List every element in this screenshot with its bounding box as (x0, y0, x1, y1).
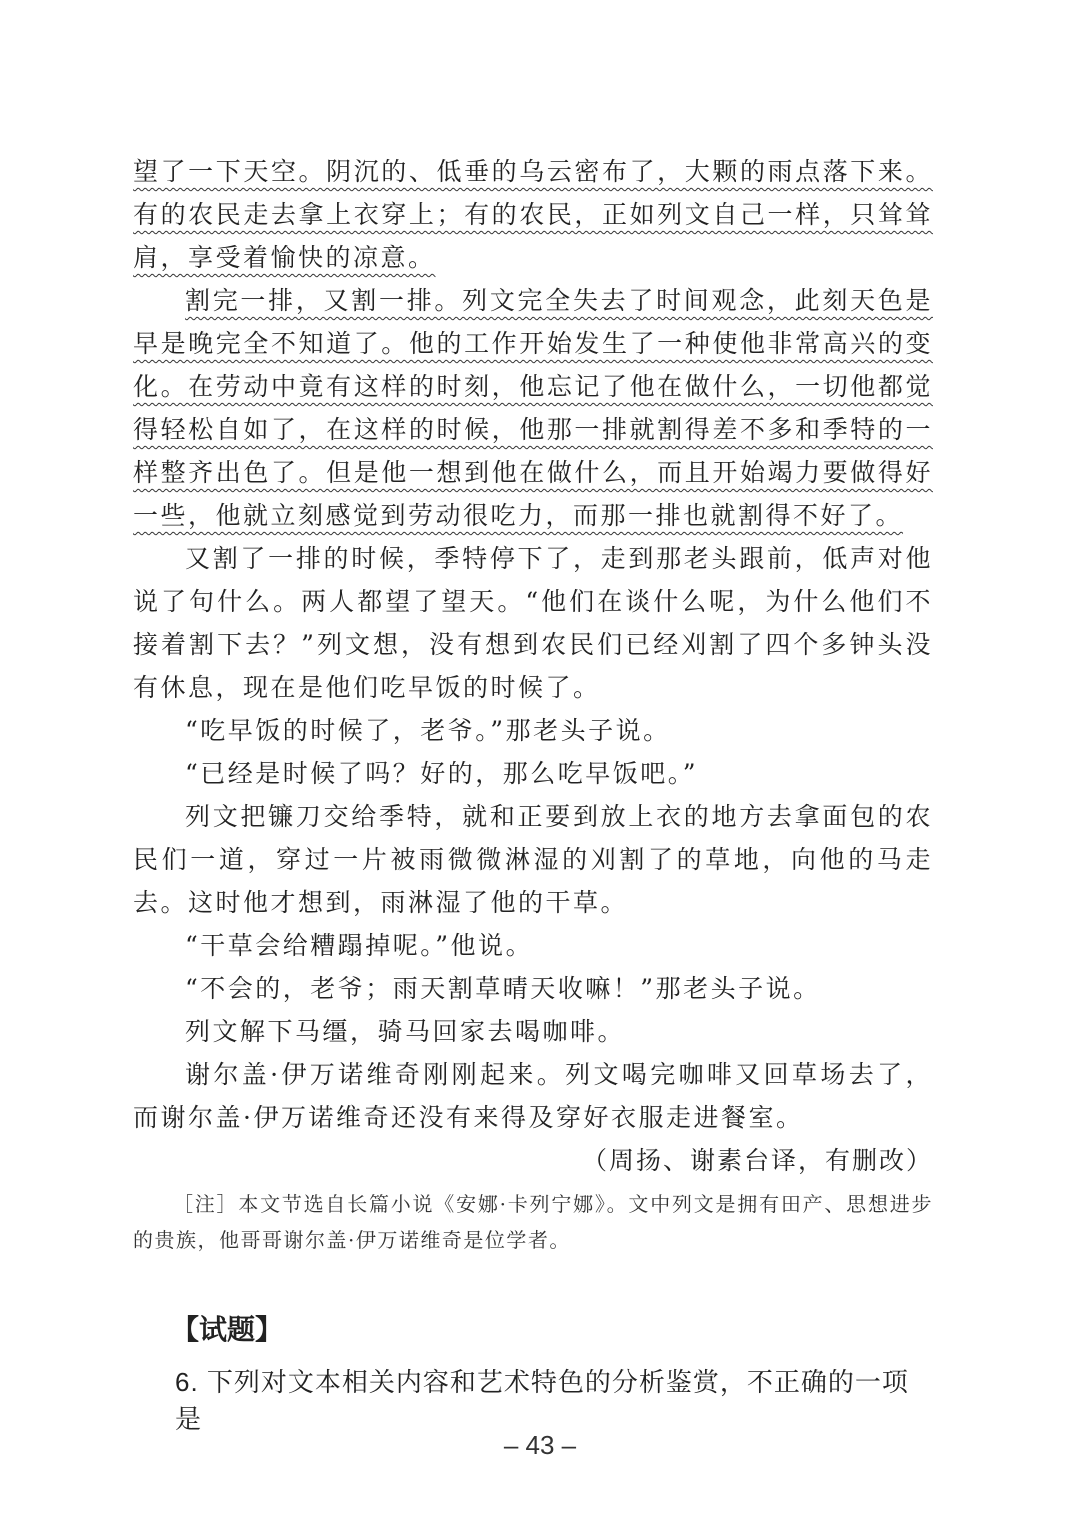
paragraph-7: “干草会给糟蹋掉呢。”他说。 (185, 931, 534, 960)
paragraph-6: 列文把镰刀交给季特，就和正要到放上衣的地方去拿面包的农民们一道，穿过一片被雨微微淋湿的刈割了的草地，向他的马走去。这时他才想到，雨淋湿了他的干草。 (133, 802, 933, 917)
paragraph-3: 又割了一排的时候，季特停下了，走到那老头跟前，低声对他说了句什么。两人都望了望天。“他们在谈什么呢，为什么他们不接着割下去？”列文想，没有想到农民们已经刈割了四个多钟头没有休息，现在是他们吃早饭的时候了。 (133, 544, 933, 702)
paragraph-2 (133, 279, 933, 537)
paragraph-8: “不会的，老爷；雨天割草晴天收嘛！”那老头子说。 (185, 974, 821, 1003)
paragraph-4: “吃早饭的时候了，老爷。”那老头子说。 (185, 716, 671, 745)
page-number: – 43 – (503, 1430, 577, 1460)
footnote: ［注］本文节选自长篇小说《安娜·卡列宁娜》。文中列文是拥有田产、思想进步的贵族，他哥哥谢尔盖·伊万诺维奇是位学者。 (133, 1192, 933, 1252)
paragraph-1 (133, 150, 933, 279)
wavy-underlined-text: 望了一下天空。阴沉的、低垂的乌云密布了，大颗的雨点落下来。有的农民走去拿上衣穿上；有的农民，正如列文自己一样，只耸耸肩，享受着愉快的凉意。 (133, 157, 933, 272)
page-body (133, 150, 933, 1436)
translation-source: （周扬、谢素台译，有删改） (581, 1146, 933, 1175)
paragraph-9: 列文解下马缰，骑马回家去喝咖啡。 (185, 1017, 626, 1046)
section-heading: 【试题】 (171, 1313, 284, 1346)
paragraph-5: “已经是时候了吗？好的，那么吃早饭吧。” (185, 759, 699, 788)
question-6: 6. 下列对文本相关内容和艺术特色的分析鉴赏，不正确的一项是 (175, 1367, 909, 1434)
wavy-underlined-text: 割完一排，又割一排。列文完全失去了时间观念，此刻天色是早是晚完全不知道了。他的工作开始发生了一种使他非常高兴的变化。在劳动中竟有这样的时刻，他忘记了他在做什么，一切他都觉得轻松自如了，在这样的时候，他那一排就割得差不多和季特的一样整齐出色了。但是他一想到他在做什么，而且开始竭力要做得好一些，他就立刻感觉到劳动很吃力，而那一排也就割得不好了。 (133, 286, 933, 530)
paragraph-10: 谢尔盖·伊万诺维奇刚刚起来。列文喝完咖啡又回草场去了，而谢尔盖·伊万诺维奇还没有来得及穿好衣服走进餐室。 (133, 1060, 933, 1132)
